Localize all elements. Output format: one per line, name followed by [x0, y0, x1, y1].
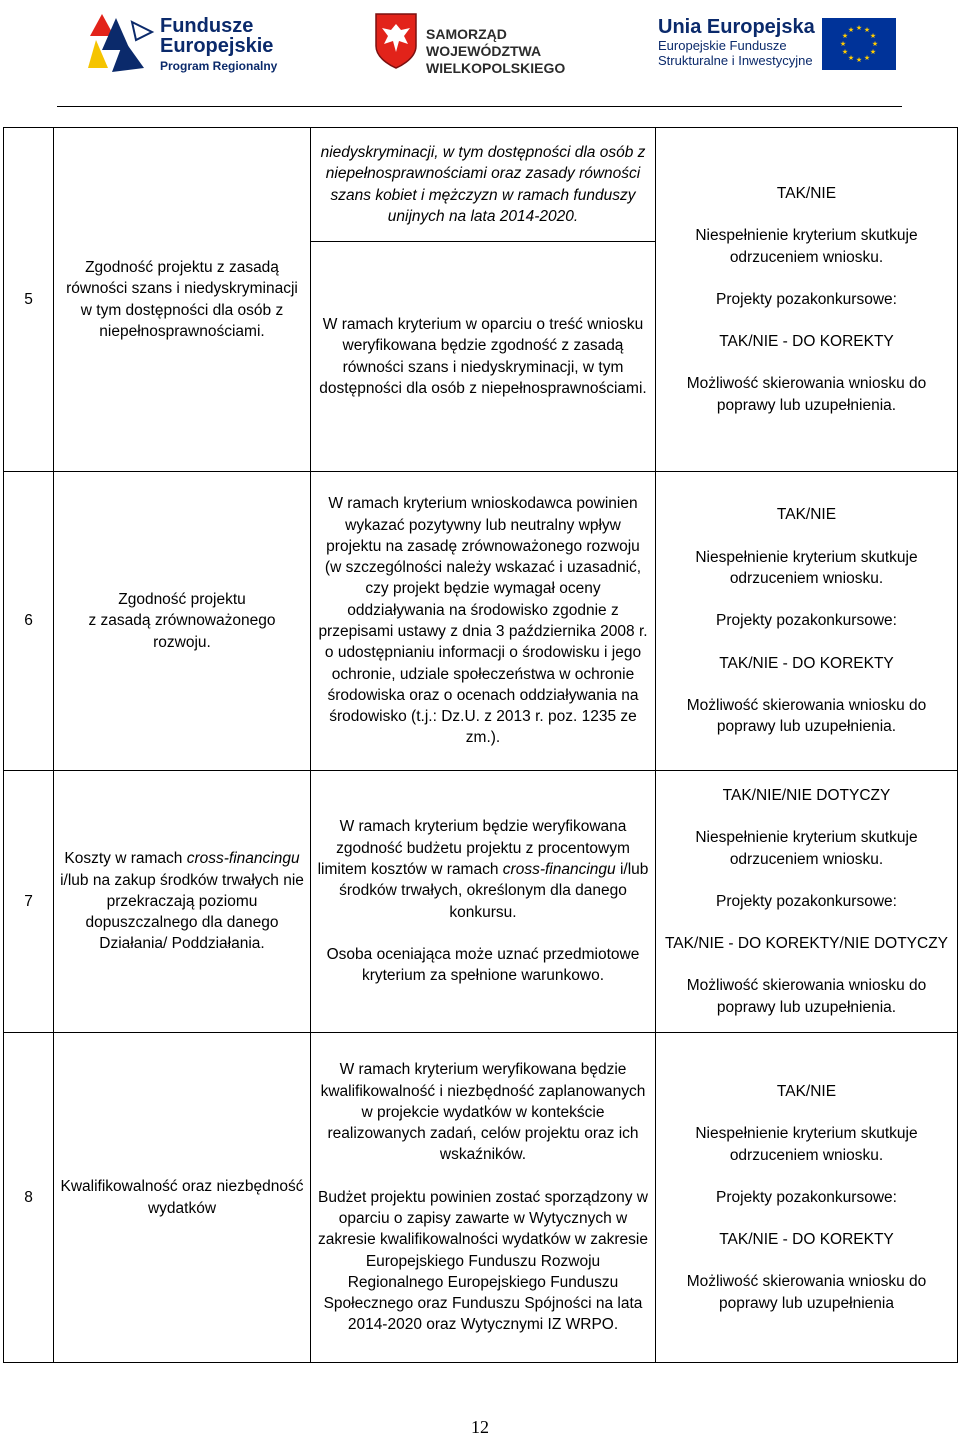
criterion-evaluation-cell — [656, 472, 958, 771]
criterion-number: 8 — [24, 1188, 33, 1206]
criteria-table — [3, 127, 958, 1363]
eu-flag-icon — [822, 18, 896, 70]
eval-result: TAK/NIE — [776, 1082, 837, 1100]
svg-text:★: ★ — [841, 48, 849, 56]
criterion-evaluation-cell — [656, 128, 958, 472]
table-row-continuation — [4, 128, 958, 242]
criterion-number-cell — [4, 472, 54, 771]
criterion-description: W ramach kryterium wnioskodawca powinien wykazać pozytywny lub neutralny wpływ projektu na zasadę zrównoważonego rozwoju (w szczególności należy wskazać i uzasadnić, czy projekt będzie wymagał oceny oddziaływania na środowisko zgodnie z przepisami ustawy z dnia 3 października 2008 r. o udostępnianiu informacji o środowisku i jego ochronie, udziale społeczeństwa w ochronie środowiska oraz o ocenach oddziaływania na środowisko (t.j.: Dz.U. z 2013 r. poz. 1235 ze zm.). — [318, 495, 648, 747]
eval-consequence: Niespełnienie kryterium skutkuje odrzuceniem wniosku. — [695, 829, 918, 868]
criterion-number: 5 — [24, 290, 33, 308]
ue-logo-line2: Europejskie Fundusze — [658, 38, 787, 53]
criterion-number-cell — [4, 1033, 54, 1363]
criterion-number-cell — [4, 771, 54, 1033]
eval-correction-note: Możliwość skierowania wniosku do poprawy lub uzupełnienia. — [686, 696, 927, 736]
page-header — [0, 0, 960, 92]
header-rule — [57, 106, 902, 107]
criterion-description-cell — [311, 1033, 656, 1363]
eval-correction-note: Możliwość skierowania wniosku do poprawy lub uzupełnienia. — [686, 977, 927, 1016]
eval-offcompetition-result: TAK/NIE - DO KOREKTY — [719, 654, 894, 672]
criterion-name-cell — [54, 1033, 311, 1363]
criterion-description-cell — [311, 472, 656, 771]
eval-offcompetition-result: TAK/NIE - DO KOREKTY — [719, 333, 894, 351]
eagle-shield-icon — [374, 12, 418, 70]
svg-text:★: ★ — [847, 54, 855, 62]
ue-logo-line3: Strukturalne i Inwestycyjne — [658, 53, 813, 68]
svg-text:★: ★ — [863, 54, 871, 62]
eval-offcompetition-label: Projekty pozakonkursowe: — [716, 290, 897, 308]
fundusze-europejskie-logo — [88, 8, 318, 78]
criterion-name-cell — [54, 128, 311, 472]
svg-text:★: ★ — [863, 26, 871, 34]
criterion-description-budget: Budżet projektu powinien zostać sporządzony w oparciu o zapisy zawarte w Wytycznych w zakresie kwalifikowalności wydatków w zakresie Europejskiego Funduszu Rozwoju Regionalnego Europejskiego Funduszu Społecznego oraz Funduszu Spójności na lata 2014-2020 oraz Wytycznymi IZ WRPO. — [318, 1188, 648, 1334]
cross-financing-term: cross-financingu — [186, 850, 300, 868]
fe-logo-line2: Europejskie — [160, 35, 274, 57]
eval-consequence: Niespełnienie kryterium skutkuje odrzuceniem wniosku. — [695, 227, 918, 266]
eval-offcompetition-result: TAK/NIE - DO KOREKTY/NIE DOTYCZY — [664, 935, 949, 953]
svg-text:★: ★ — [839, 40, 847, 48]
criterion-number-cell — [4, 128, 54, 472]
table-row-8 — [4, 1033, 958, 1363]
eval-offcompetition-result: TAK/NIE - DO KOREKTY — [719, 1231, 894, 1249]
ue-logo-line1: Unia Europejska — [658, 16, 815, 38]
criterion-description-note: Osoba oceniająca może uznać przedmiotowe kryterium za spełnione warunkowo. — [326, 945, 640, 985]
eval-offcompetition-label: Projekty pozakonkursowe: — [716, 1188, 897, 1206]
criterion-description-cell — [311, 242, 656, 472]
samorzad-logo — [372, 8, 572, 78]
fe-stars-icon — [88, 10, 158, 74]
criterion-name-cell — [54, 472, 311, 771]
svg-text:★: ★ — [847, 26, 855, 34]
eval-consequence: Niespełnienie kryterium skutkuje odrzuceniem wniosku. — [695, 1125, 918, 1164]
eval-result: TAK/NIE — [776, 184, 837, 202]
criterion-description: W ramach kryterium w oparciu o treść wniosku weryfikowana będzie zgodność z zasadą równości szans i niedyskryminacji, w tym dostępności dla osób z niepełnosprawnościami. — [319, 315, 647, 397]
svg-text:★: ★ — [869, 32, 877, 40]
samorzad-line1: SAMORZĄD WOJEWÓDZTWA — [426, 26, 542, 59]
fe-logo-line1: Fundusze — [160, 15, 254, 37]
criterion-evaluation-cell — [656, 1033, 958, 1363]
eval-result: TAK/NIE — [776, 506, 837, 524]
svg-text:★: ★ — [855, 56, 863, 64]
samorzad-line2: WIELKOPOLSKIEGO — [426, 60, 566, 76]
eval-correction-note: Możliwość skierowania wniosku do poprawy lub uzupełnienia — [686, 1273, 927, 1312]
unia-europejska-logo — [652, 8, 902, 78]
eval-consequence: Niespełnienie kryterium skutkuje odrzuceniem wniosku. — [695, 548, 918, 588]
eval-offcompetition-label: Projekty pozakonkursowe: — [716, 612, 897, 630]
eval-result: TAK/NIE/NIE DOTYCZY — [722, 786, 891, 804]
svg-text:★: ★ — [869, 48, 877, 56]
criterion-name-line2: z zasadą zrównoważonego rozwoju. — [88, 612, 276, 651]
svg-text:★: ★ — [855, 24, 863, 32]
fe-logo-line3: Program Regionalny — [160, 59, 278, 73]
criterion-description-cell — [311, 771, 656, 1033]
table-row-7 — [4, 771, 958, 1033]
criterion-evaluation-cell — [656, 771, 958, 1033]
eval-correction-note: Możliwość skierowania wniosku do poprawy lub uzupełnienia. — [686, 375, 927, 414]
table-row-6 — [4, 472, 958, 771]
criterion-number: 7 — [24, 892, 33, 910]
criterion-number: 6 — [24, 612, 33, 630]
criterion-description-continuation: niedyskryminacji, w tym dostępności dla osób z niepełnosprawnościami oraz zasady równości szans kobiet i mężczyzn w ramach funduszy unijnych na lata 2014-2020. — [311, 128, 656, 242]
criterion-name-cell: Koszty w ramach cross-financingu i/lub na zakup środków trwałych nie przekraczają poziomu dopuszczalnego dla danego Działania/ Poddziałania. — [54, 771, 311, 1033]
svg-text:★: ★ — [841, 32, 849, 40]
criterion-name-line1: Zgodność projektu — [118, 591, 246, 609]
criterion-name: Kwalifikowalność oraz niezbędność wydatków — [60, 1178, 304, 1217]
eval-offcompetition-label: Projekty pozakonkursowe: — [716, 892, 897, 910]
page-number: 12 — [471, 1417, 489, 1437]
criterion-description: W ramach kryterium weryfikowana będzie kwalifikowalność i niezbędność zaplanowanych w projekcie wydatków w kontekście realizowanych zadań, celów projektu oraz ich wskaźników. — [320, 1061, 646, 1164]
criterion-description: W ramach kryterium będzie weryfikowana zgodność budżetu projektu z procentowym limitem kosztów w ramach cross-financingu i/lub środków trwałych, określonym dla danego konkursu. — [317, 818, 649, 921]
criterion-name: Zgodność projektu z zasadą równości szans i niedyskryminacji w tym dostępności dla osób z niepełnosprawnościami. — [66, 258, 298, 340]
svg-text:★: ★ — [871, 40, 879, 48]
